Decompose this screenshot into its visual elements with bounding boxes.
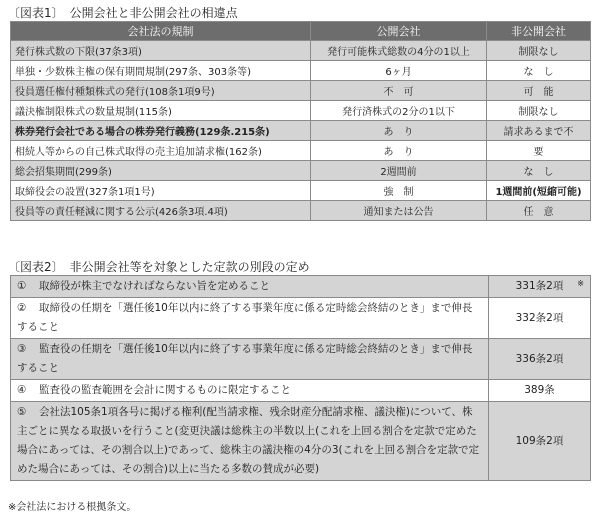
table2-title: 〔図表2〕 非公開会社等を対象とした定款の別段の定め xyxy=(8,260,310,274)
articles-table xyxy=(10,275,591,481)
item-text: 取締役の任期を「選任後10年以内に終了する事業年度に係る定時総会終結のとき」まで伸長すること xyxy=(17,302,473,333)
comparison-table xyxy=(10,21,591,221)
cell-private: 任 意 xyxy=(487,201,591,221)
cell-private: 要 xyxy=(487,141,591,161)
cell-public: あ り xyxy=(311,141,487,161)
cell-article xyxy=(489,380,591,402)
item-number: ① xyxy=(17,280,27,292)
cell-provision xyxy=(11,380,489,402)
item-number: ⑤ xyxy=(17,406,27,418)
cell-private: 制限なし xyxy=(487,41,591,61)
cell-rule: 役員選任権付種類株式の発行(108条1項9号) xyxy=(11,81,311,101)
cell-private: 1週間前(短縮可能) xyxy=(487,181,591,201)
article-ref: 332条2項 xyxy=(515,311,564,324)
cell-private: な し xyxy=(487,161,591,181)
table-header-row xyxy=(11,22,591,41)
cell-provision xyxy=(11,298,489,339)
cell-article xyxy=(489,276,591,298)
cell-rule: 単独・少数株主権の保有期間規制(297条、303条等) xyxy=(11,61,311,81)
table-row xyxy=(11,161,591,181)
cell-public: 通知または公告 xyxy=(311,201,487,221)
cell-public: 6ヶ月 xyxy=(311,61,487,81)
table-row xyxy=(11,181,591,201)
column-header-public: 公開会社 xyxy=(311,22,487,41)
column-header-private: 非公開会社 xyxy=(487,22,591,41)
cell-provision xyxy=(11,339,489,380)
article-ref: 331条2項 xyxy=(515,280,564,292)
cell-public: 不 可 xyxy=(311,81,487,101)
table-row xyxy=(11,81,591,101)
table-row xyxy=(11,141,591,161)
item-text: 監査役の任期を「選任後10年以内に終了する事業年度に係る定時総会終結のとき」まで伸長すること xyxy=(17,343,473,374)
footnote: ※会社法における根拠条文。 xyxy=(8,502,137,513)
table-row xyxy=(11,339,591,380)
table-row xyxy=(11,101,591,121)
table-row xyxy=(11,276,591,298)
article-ref: 389条 xyxy=(524,384,555,396)
item-number: ② xyxy=(17,302,27,314)
cell-provision xyxy=(11,402,489,481)
cell-rule: 相続人等からの自己株式取得の売主追加請求権(162条) xyxy=(11,141,311,161)
cell-public: 2週間前 xyxy=(311,161,487,181)
cell-public: 発行可能株式総数の4分の1以上 xyxy=(311,41,487,61)
cell-public: あ り xyxy=(311,121,487,141)
cell-private: 可 能 xyxy=(487,81,591,101)
cell-rule: 発行株式数の下限(37条3項) xyxy=(11,41,311,61)
table-row xyxy=(11,298,591,339)
article-ref: 336条2項 xyxy=(515,352,564,365)
table-row xyxy=(11,121,591,141)
item-text: 取締役が株主でなければならない旨を定めること xyxy=(39,280,270,292)
cell-article xyxy=(489,298,591,339)
table-row xyxy=(11,41,591,61)
cell-rule: 役員等の責任軽減に関する公示(426条3項.4項) xyxy=(11,201,311,221)
table-row xyxy=(11,402,591,481)
cell-provision xyxy=(11,276,489,298)
cell-rule: 総会招集期間(299条) xyxy=(11,161,311,181)
cell-article xyxy=(489,402,591,481)
footnote-mark: ※ xyxy=(577,279,584,288)
column-header-rule: 会社法の規制 xyxy=(11,22,311,41)
cell-private: 制限なし xyxy=(487,101,591,121)
item-text: 会社法105条1項各号に掲げる権利(配当請求権、残余財産分配請求権、議決権)について、株主ごとに異なる取扱いを行うこと(変更決議は総株主の半数以上(これを上回る割合を定款で定めた場合にあっては、その割合以上)であって、総株主の議決権の4分の3(これを上回る割合を定款で定めた場合にあっては、その割合)以上に当たる多数の賛成が必要) xyxy=(17,406,480,475)
cell-rule: 株券発行会社である場合の株券発行義務(129条.215条) xyxy=(11,121,311,141)
item-text: 監査役の監査範囲を会計に関するものに限定すること xyxy=(39,384,291,396)
table-row xyxy=(11,201,591,221)
cell-private: 請求あるまで不 xyxy=(487,121,591,141)
cell-rule: 議決権制限株式の数量規制(115条) xyxy=(11,101,311,121)
article-ref: 109条2項 xyxy=(515,434,564,447)
cell-article xyxy=(489,339,591,380)
item-number: ④ xyxy=(17,384,27,396)
cell-public: 発行済株式の2分の1以下 xyxy=(311,101,487,121)
table1-title: 〔図表1〕 公開会社と非公開会社の相違点 xyxy=(8,6,238,20)
cell-rule: 取締役会の設置(327条1項1号) xyxy=(11,181,311,201)
item-number: ③ xyxy=(17,343,27,355)
cell-public: 強 制 xyxy=(311,181,487,201)
table-row xyxy=(11,61,591,81)
table-row xyxy=(11,380,591,402)
cell-private: な し xyxy=(487,61,591,81)
